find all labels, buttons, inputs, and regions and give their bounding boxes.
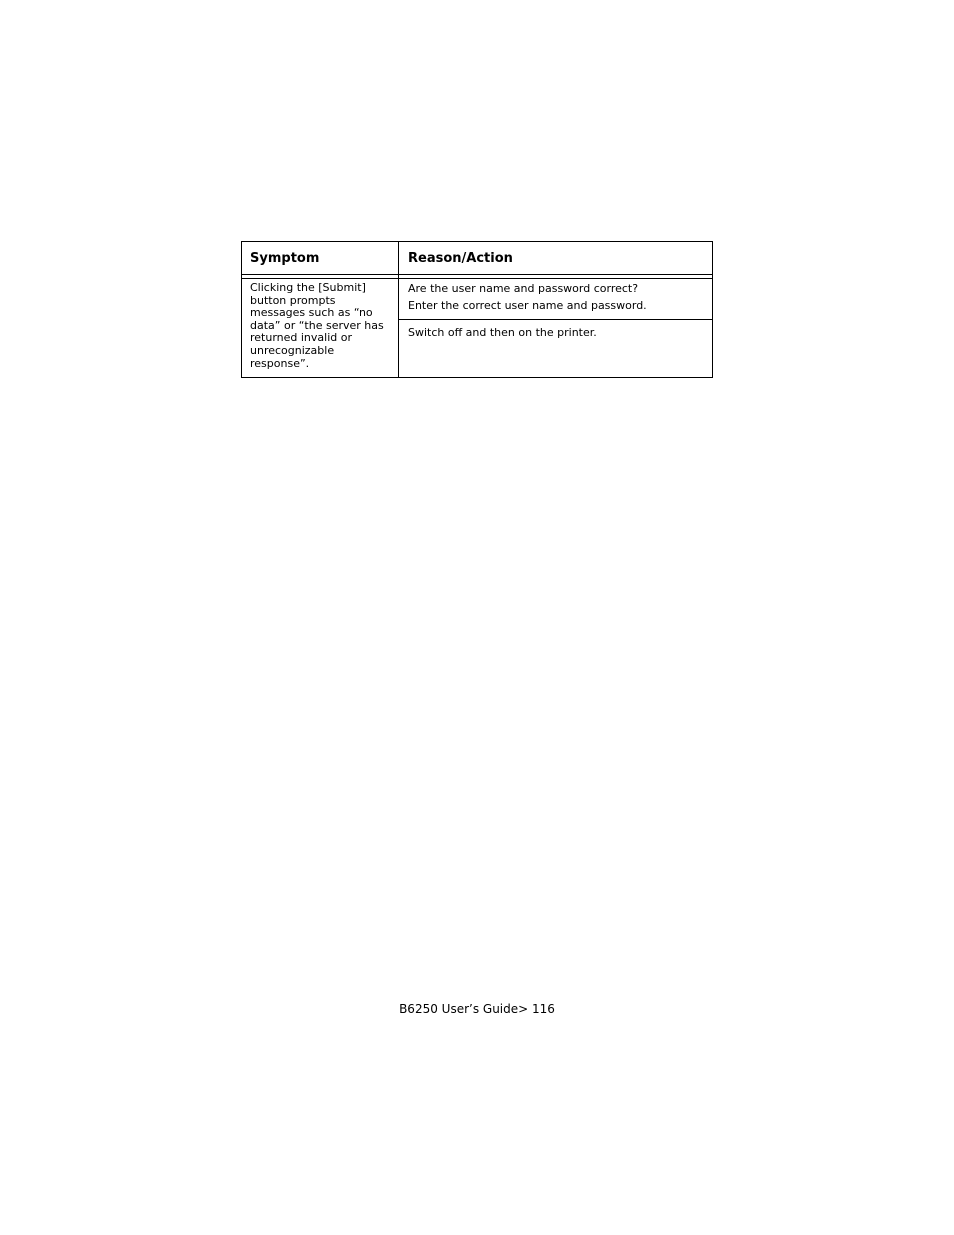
action-row-divider: [398, 319, 712, 320]
action-instruction: Enter the correct user name and password.: [408, 299, 647, 312]
header-rule-top: [242, 274, 712, 275]
symptom-cell: Clicking the [Submit] button prompts messages such as “no data” or “the server has returned invalid or unrecognizable response”.: [250, 281, 384, 370]
action-instruction: Switch off and then on the printer.: [408, 326, 597, 339]
column-header-symptom: Symptom: [250, 251, 320, 266]
column-divider: [398, 242, 399, 377]
troubleshooting-table: [241, 241, 713, 378]
page-footer: B6250 User’s Guide> 116: [399, 1002, 555, 1016]
column-header-reason-action: Reason/Action: [408, 251, 513, 266]
reason-question: Are the user name and password correct?: [408, 282, 639, 295]
header-rule-bottom: [242, 278, 712, 279]
